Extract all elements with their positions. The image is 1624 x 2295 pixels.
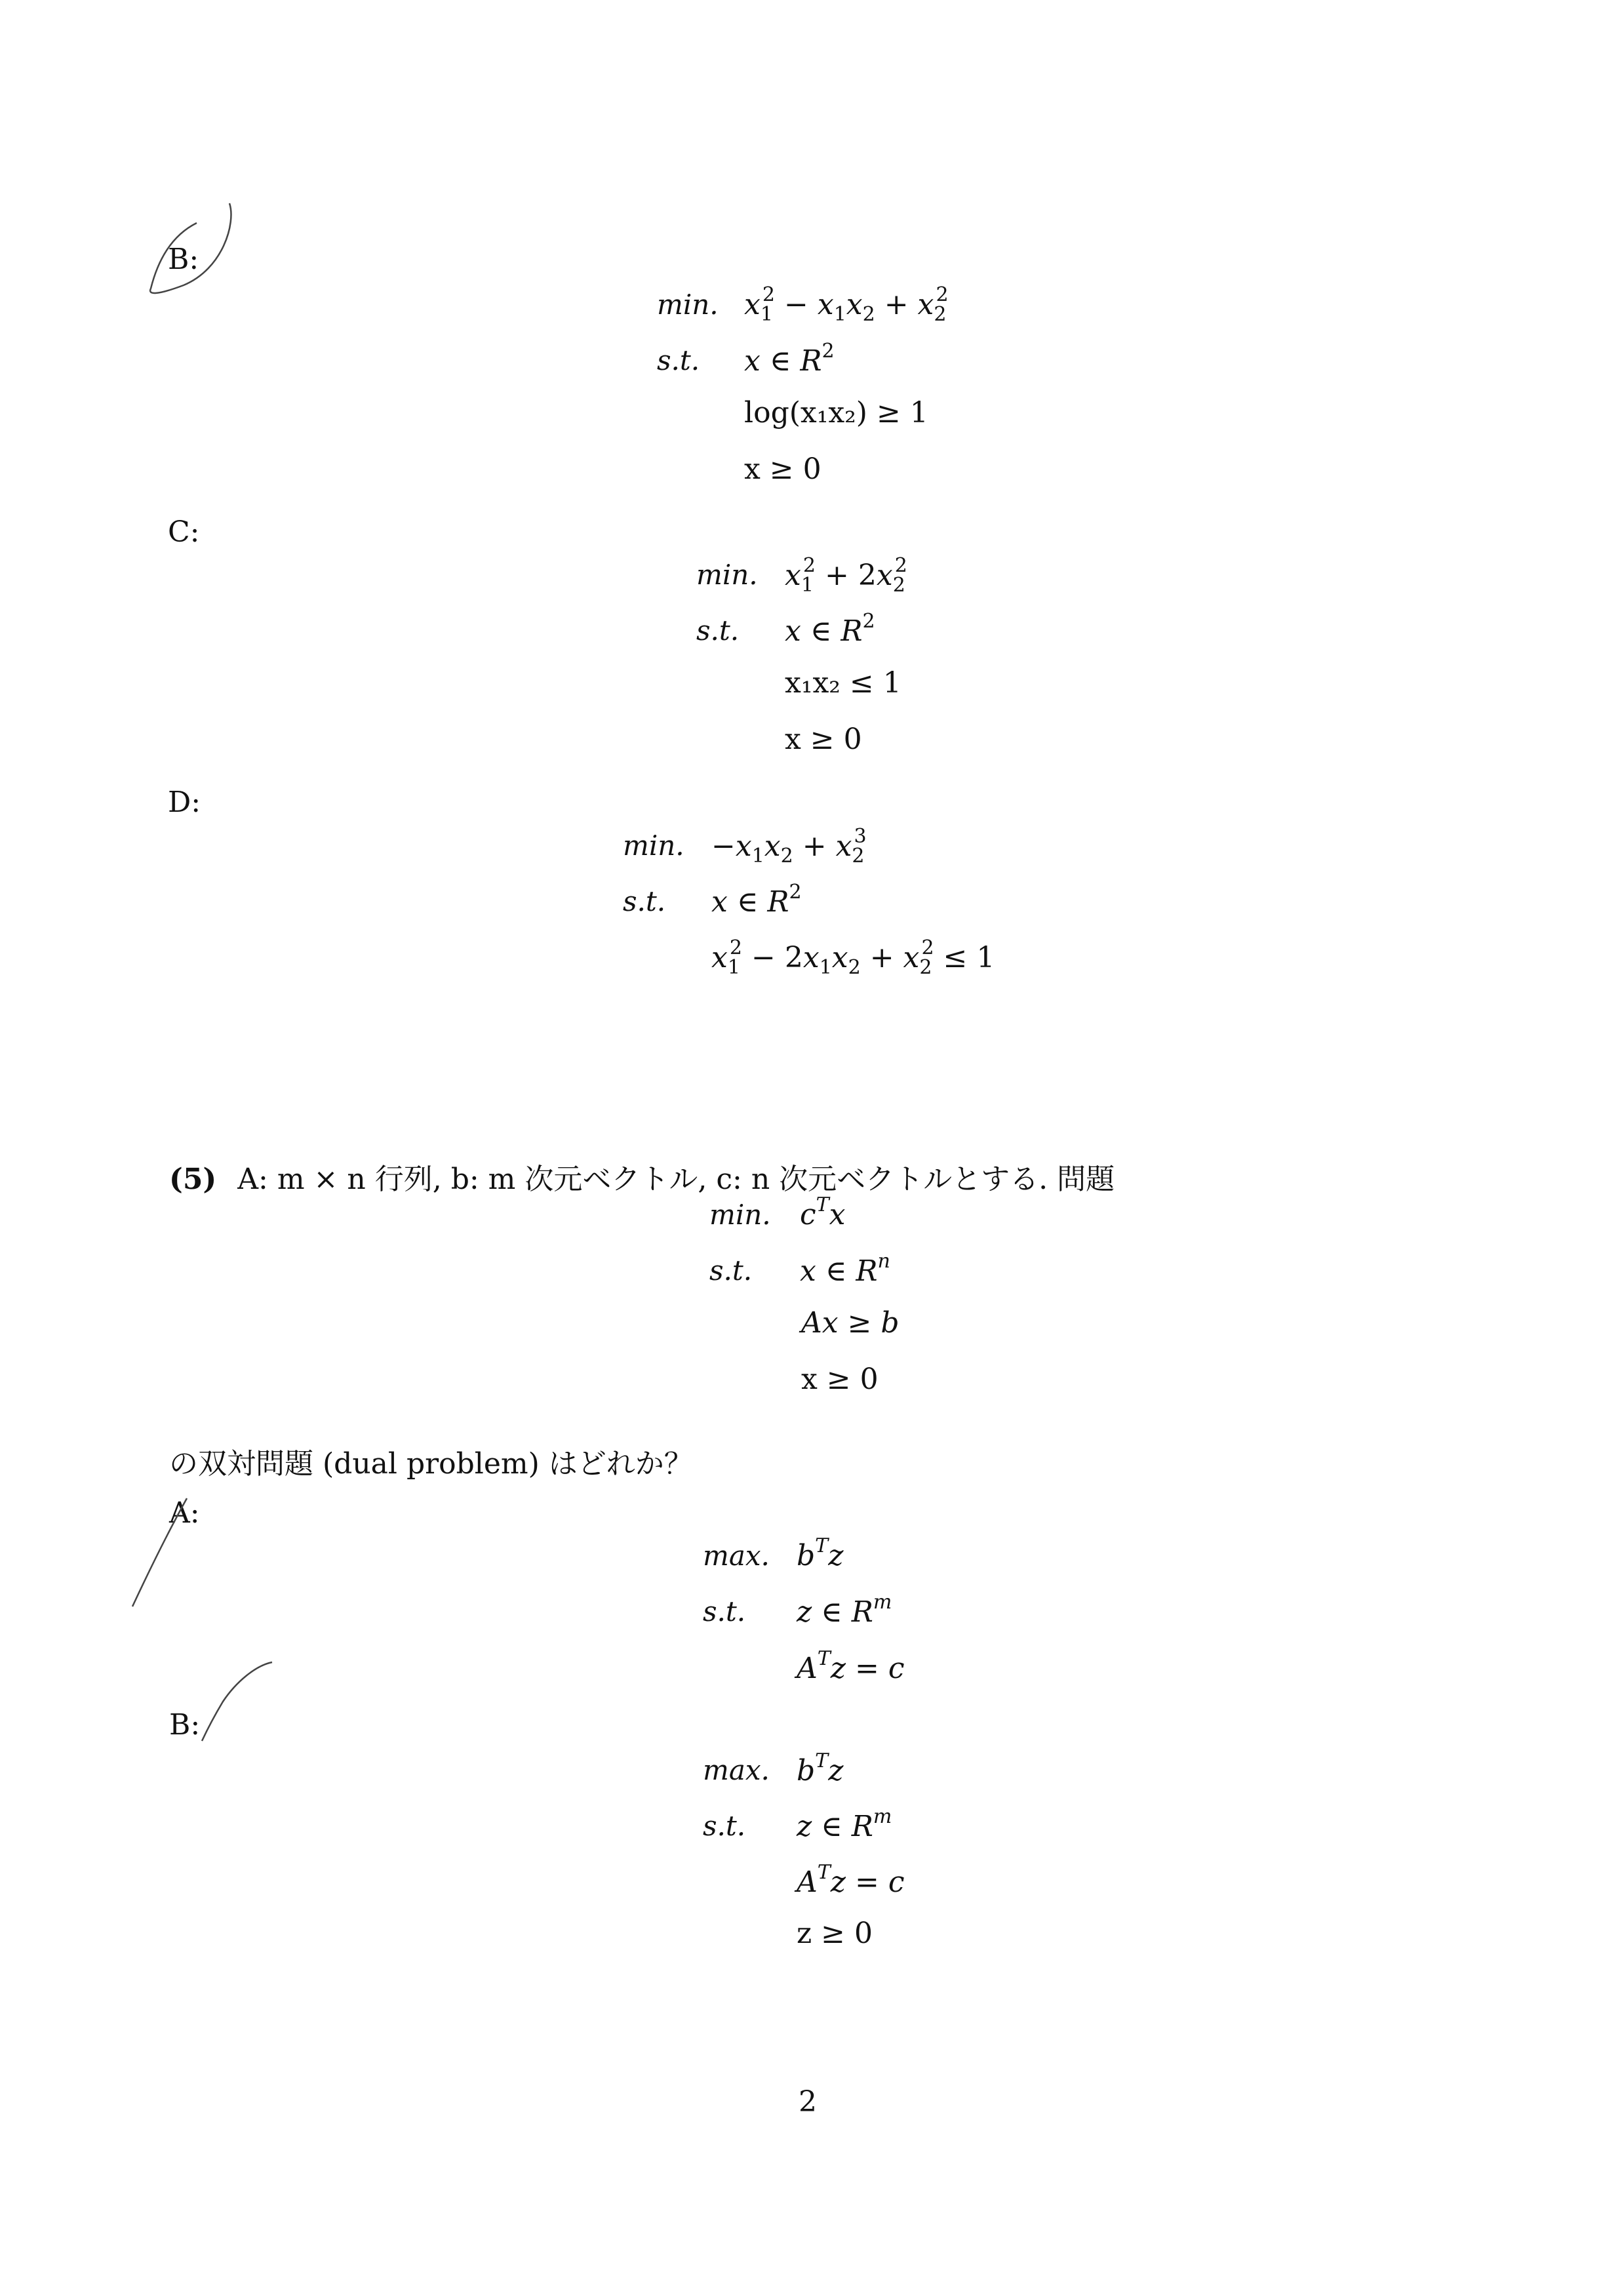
q5-number: (5) <box>169 1163 217 1196</box>
q4b-constraints-keyword: s.t. <box>657 344 700 376</box>
q5a-domain-symbol: R <box>851 1595 873 1629</box>
q4-option-c-label: C: <box>168 515 200 549</box>
handwritten-slash-mark <box>125 1495 203 1626</box>
q5b-constraints-keyword: s.t. <box>703 1810 746 1842</box>
q5-statement-text: A: m × n 行列, b: m 次元ベクトル, c: n 次元ベクトルとする. 問題 <box>237 1163 1115 1196</box>
q5-option-b-label: B: <box>169 1708 201 1742</box>
q4-option-b-label: B: <box>168 243 199 276</box>
q5a-objective-expression: $b^Tz$ <box>797 1534 844 1572</box>
q4c-objective-keyword: min. <box>696 559 758 591</box>
q4d-constraints-keyword: s.t. <box>623 885 666 917</box>
q4c-constraint-product: x₁x₂ ≤ 1 <box>785 666 901 700</box>
q4b-constraint-domain: x ∈ $R^2$ <box>744 340 835 378</box>
q4b-domain-exponent: 2 <box>822 340 835 363</box>
q5b-equality-text: z = c <box>830 1866 905 1899</box>
q5-constraint-domain: x ∈ $R^n$ <box>800 1250 890 1288</box>
q4b-objective-keyword: min. <box>657 289 719 321</box>
q5-question: の双対問題 (dual problem) はどれか？ <box>169 1447 693 1481</box>
handwritten-circle-mark <box>144 197 236 302</box>
handwritten-check-mark <box>197 1656 302 1747</box>
q5b-domain-exponent: m <box>873 1805 892 1828</box>
q5-statement <box>169 1155 1115 1197</box>
q5a-equality-text: z = c <box>830 1652 905 1685</box>
q5-objective-expression: $c^Tx$ <box>800 1193 846 1231</box>
q5b-constraint-domain: z ∈ $R^m$ <box>797 1805 892 1843</box>
q5-objective-keyword: min. <box>709 1199 771 1231</box>
q4d-objective-expression: $-x_1x_2 + x_2^3$ <box>711 825 867 868</box>
q4c-constraint-domain: x ∈ $R^2$ <box>785 610 875 648</box>
q4b-constraint-nonneg: x ≥ 0 <box>744 452 822 486</box>
q4d-domain-symbol: R <box>767 885 789 919</box>
q5b-objective-expression: $b^Tz$ <box>797 1749 844 1787</box>
q5a-domain-exponent: m <box>873 1591 892 1614</box>
q5a-constraint-domain: z ∈ $R^m$ <box>797 1591 892 1629</box>
q5a-constraints-keyword: s.t. <box>703 1595 746 1627</box>
q4d-domain-exponent: 2 <box>789 881 802 904</box>
q5a-objective-keyword: max. <box>703 1540 770 1572</box>
q5-constraint-ineq: Ax ≥ b <box>801 1306 900 1340</box>
q4c-objective-expression: $x_1^2 + 2x_2^2$ <box>785 554 907 597</box>
q4-option-d-label: D: <box>168 786 201 819</box>
q5-domain-exponent: n <box>877 1250 890 1273</box>
q4b-objective-expression: $x_1^2 - x_1x_2 + x_2^2$ <box>744 283 949 326</box>
page-number: 2 <box>799 2085 817 2119</box>
q4b-constraint-log: log(x₁x₂) ≥ 1 <box>744 396 928 429</box>
q4d-objective-keyword: min. <box>623 829 684 862</box>
q5-constraints-keyword: s.t. <box>709 1254 753 1287</box>
q4c-domain-symbol: R <box>841 614 863 648</box>
q5b-constraint-equality: $A^Tz = c$ <box>797 1861 905 1899</box>
q4d-constraint-domain: x ∈ $R^2$ <box>711 881 802 919</box>
q4c-constraints-keyword: s.t. <box>696 614 740 647</box>
q4b-domain-symbol: R <box>800 344 822 378</box>
q5b-constraint-nonneg: z ≥ 0 <box>797 1917 873 1950</box>
q4c-domain-exponent: 2 <box>862 610 875 633</box>
q5b-objective-keyword: max. <box>703 1754 770 1786</box>
q4c-constraint-nonneg: x ≥ 0 <box>785 723 862 756</box>
q5-constraint-nonneg: x ≥ 0 <box>801 1363 879 1396</box>
q5-option-a-label: A: <box>169 1496 200 1530</box>
q5b-domain-symbol: R <box>851 1810 873 1843</box>
q5-domain-symbol: R <box>856 1254 878 1288</box>
q4d-constraint-quadratic: $x_1^2 - 2x_1x_2 + x_2^2 \le 1$ <box>711 936 995 979</box>
q5a-constraint-equality: $A^Tz = c$ <box>797 1647 905 1685</box>
